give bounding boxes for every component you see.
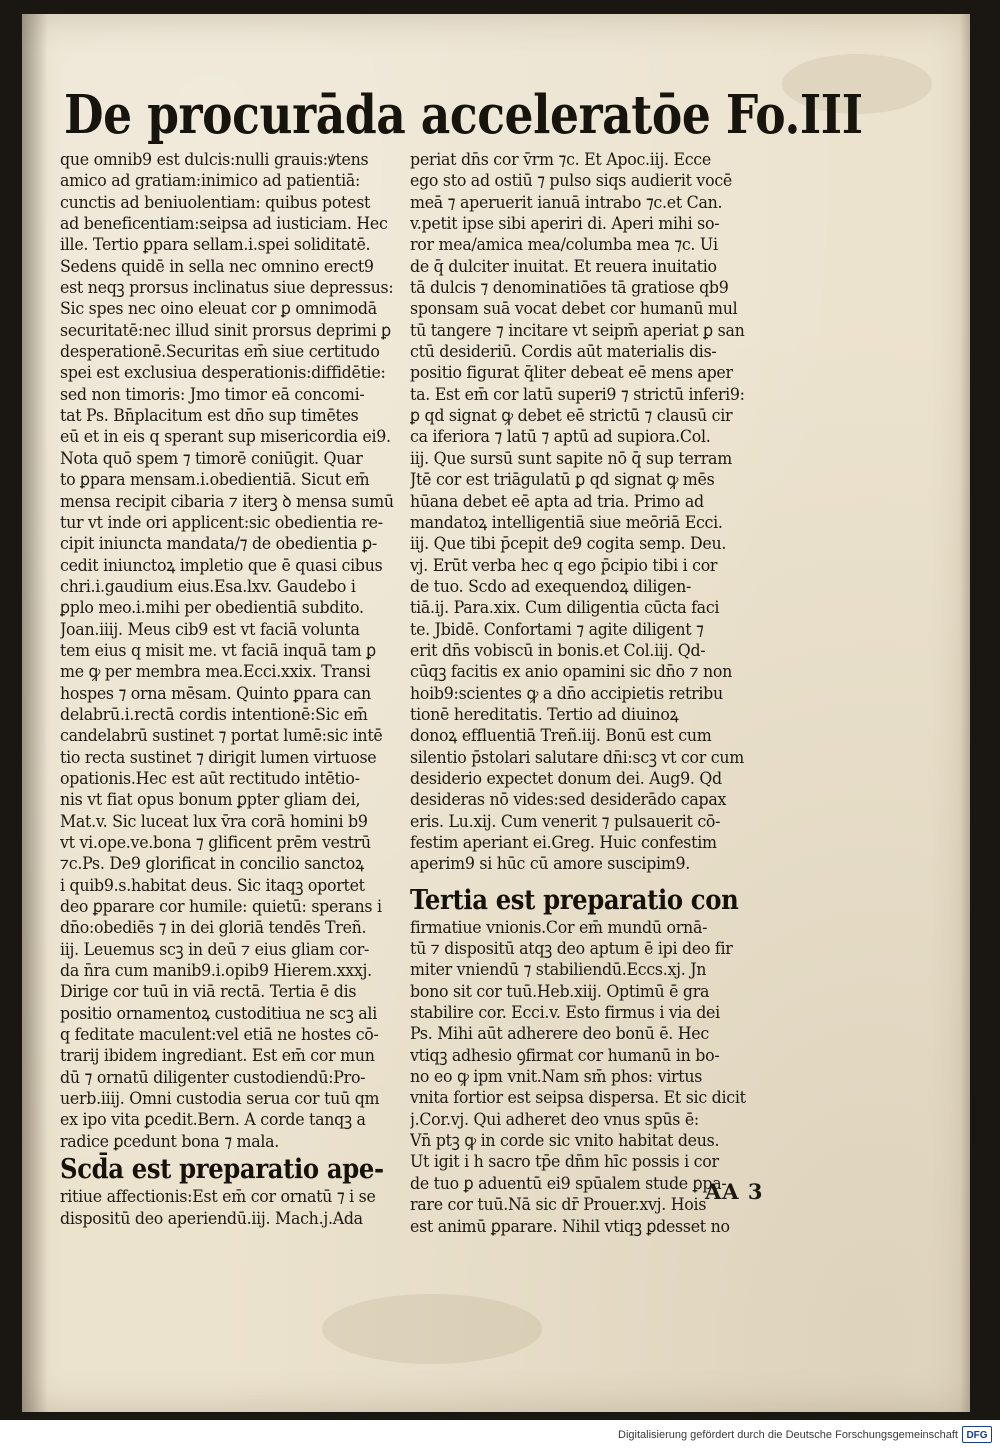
- text-line: aperim9 si hūc cū amore suscipim9.: [410, 854, 691, 875]
- text-line: de q̄ dulciter inuitat. Et reuera inuitatio: [410, 256, 717, 277]
- text-line: securitatē:nec illud sinit prorsus deprimi ꝑ: [60, 320, 391, 341]
- text-line: de tuo. Scd̄o ad exequendoꝝ diligen-: [410, 576, 692, 597]
- text-line: mensa recipit cibaria ⁊ iterꝫ ꝺ mensa sumū: [60, 491, 394, 512]
- text-line: iij. Que tibi p̄cepit de9 cogita semp. Deu.: [410, 534, 727, 555]
- text-line: bono sit cor tuū.Heb.xiij. Optimū ē gra: [410, 981, 710, 1002]
- text-line: ego sto ad ostiū ⁊ pulso siqs audierit vocē: [410, 171, 732, 192]
- text-line: tiā.ij. Para.xix. Cum diligentia cūcta faci: [410, 598, 720, 619]
- text-line: iij. Que sursū sunt sapite nō q̄ sup terram: [410, 448, 732, 469]
- text-line: ror mea/amica mea/columba mea ⁊c. Ui: [410, 235, 718, 256]
- text-line: to ꝑpara mensam.i.obedientiā. Sicut em̄: [60, 470, 370, 491]
- text-line: sed non timoris: Jmo timor eā concomi-: [60, 384, 365, 405]
- text-line: tio recta sustinet ⁊ dirigit lumen virtuose: [60, 747, 377, 768]
- page-edge: [960, 14, 970, 1412]
- text-line: uerb.iiij. Omni custodia serua cor tuū qm: [60, 1089, 380, 1110]
- text-line: te. Jbidē. Confortami ⁊ agite diligent̄ ⁊: [410, 619, 704, 640]
- digitization-credit: Digitalisierung gefördert durch die Deutsche Forschungsgemeinschaft: [618, 1429, 958, 1441]
- text-line: vnita fortior est seipsa dispersa. Et sic dicit: [410, 1088, 746, 1109]
- text-line: trarij ibidem ingrediant̄. Est em̄ cor mun: [60, 1046, 375, 1067]
- text-line: candelabrū sustinet ⁊ portat lumē:sic intē: [60, 726, 383, 747]
- dfg-logo: DFG: [962, 1426, 992, 1443]
- text-line: dn̄o:obediēs ⁊ in dei gloriā tendēs Treñ.: [60, 918, 367, 939]
- text-line: deo ꝑparare cor humile: quietū: sperans i: [60, 897, 382, 918]
- text-line: ꝑplo meo.i.mihi per obedientiā subdito.: [60, 598, 364, 619]
- text-line: stabilire cor. Ecci.v. Esto firmus i via dei: [410, 1003, 720, 1024]
- text-line: ex ipo vita ꝑcedit.Bern. A corde tanqꝫ a: [60, 1110, 366, 1131]
- text-line: Ut igit̄ i h̄ sacro tp̄e dn̄m hīc possis i cor: [410, 1152, 719, 1173]
- text-line: Vn̄ ptꝫ ꝙ in corde sic vnito habitat deus.: [410, 1131, 720, 1152]
- text-line: que omnib9 est dulcis:nulli grauis:ꝟtens: [60, 150, 369, 170]
- text-line: ca iferiora ⁊ latū ⁊ aptū ad supiora.Col.: [410, 427, 711, 448]
- text-line: j.Cor.vj. Qui adheret deo vnus spūs ē:: [410, 1109, 699, 1130]
- text-line: vtiqꝫ adhesio ꝯfirmat cor humanū in bo-: [410, 1045, 720, 1066]
- text-line: erit dn̄s vobiscū in bonis.et Col.iij. Qd̄-: [410, 640, 706, 661]
- text-line: periat dn̄s cor v̄rm ⁊c. Et Apoc.iij. Ecce: [410, 150, 711, 170]
- text-line: iij. Leuemus scꝫ in deū ⁊ eius gl̄iam cor-: [60, 939, 370, 960]
- text-line: ad beneficentiam:seipsa ad iusticiam. Hec: [60, 214, 388, 235]
- text-line: me ꝙ per membra mea.Ecci.xxix. Transi: [60, 662, 371, 683]
- text-line: cunctis ad beniuolentiam: quibus potest: [60, 192, 371, 213]
- text-line: dū ⁊ ornatū diligenter custodiendū:Pro-: [60, 1067, 366, 1088]
- text-line: no eo ꝙ ipm vnit.Nam sm̄ phos: virtus: [410, 1067, 703, 1088]
- text-line: cūqꝫ facitis ex anio opamini sic dn̄o ⁊ non: [410, 662, 733, 683]
- text-line: nis vt fiat opus bonum ꝑpter gl̄iam dei,: [60, 790, 361, 811]
- text-line: tat̄ Ps. Bn̄placitum est dn̄o sup timētes: [60, 406, 359, 427]
- text-line: spei est exclusiua desperationis:diffidētie:: [60, 363, 386, 384]
- running-head: De procurāda acceleratōe Fo.III: [64, 84, 863, 146]
- text-line: sponsam suā vocat debet cor humanū mul: [410, 299, 738, 320]
- text-line: Mat.v. Sic luceat lux v̄ra corā homini b9: [60, 811, 368, 832]
- text-line: positio ornamentoꝝ custoditiua ne scꝫ ali: [60, 1003, 377, 1024]
- text-line: i quib9.s.habitat deus. Sic itaqꝫ oportet: [60, 875, 365, 896]
- text-line: vj. Erūt verba hec q ego p̄cipio tibi i cor: [410, 555, 718, 576]
- text-line: de tuo ꝑ aduentū ei9 spūalem stude ꝑpa-: [410, 1173, 727, 1194]
- text-line: silentio p̄stolari salutare dn̄i:scꝫ vt cor cum: [410, 747, 744, 768]
- text-line: radice ꝑcedunt bona ⁊ mala.: [60, 1131, 280, 1152]
- text-line: miter vniendū ⁊ stabiliendū.Eccs.xj. Jn: [410, 960, 707, 981]
- text-line: Sic spes nec oino eleuat cor ꝑ omnimodā: [60, 299, 377, 320]
- text-line: festim aperiant ei.Greg. Huic confestim: [410, 833, 717, 853]
- text-line: Joan.iiij. Meus cib9 est vt faciā volunta: [60, 619, 360, 640]
- text-line: hospes ⁊ orna mēsam. Quinto ꝑpara can: [60, 683, 371, 704]
- right-column: [410, 150, 778, 1238]
- text-line: tur vt inde ori applicent̄:sic obedientia re-: [60, 512, 383, 533]
- text-line: tū tangere ⁊ incitare vt seipm̄ aperiat ꝑ san: [410, 320, 745, 341]
- text-line: Ps. Mihi aūt adherere deo bonū ē. Hec: [410, 1024, 709, 1045]
- text-line: dispositū deo aperiendū.iij. Mach.j.Ada: [60, 1208, 363, 1229]
- text-line: Sedens quidē in sella nec omnino erect9: [60, 256, 374, 277]
- text-line: ta. Est em̄ cor latū superi9 ⁊ strictū inferi9:: [410, 384, 745, 405]
- text-line: vt vi.ope.ve.bona ⁊ gl̄ificent prēm vestrū: [60, 833, 371, 853]
- paper-stain: [322, 1294, 542, 1364]
- signature-mark: AA 3: [705, 1179, 764, 1204]
- text-line: v.petit ipse sibi aperiri di. Aperi mihi so-: [410, 214, 720, 235]
- gutter-shadow: [22, 14, 48, 1412]
- text-line: est neqꝫ prorsus inclinatus siue depressus:: [60, 278, 394, 299]
- text-line: amico ad gratiam:inimico ad patientiā:: [60, 171, 361, 192]
- text-line: Dirige cor tuū in viā rectā. Tertia ē dis: [60, 982, 357, 1003]
- text-line: hoib9:scientes ꝙ a dn̄o accipietis retribu: [410, 683, 723, 704]
- text-line: positio figurat q̄liter debeat eē mens aper: [410, 363, 733, 384]
- text-line: cipit iniuncta mandata/⁊ de obedientia ꝑ-: [60, 534, 377, 555]
- text-line: cedit iniunctoꝝ impletio que ē quasi cibus: [60, 555, 383, 576]
- text-line: q feditate maculent̄:vel etiā ne hostes cō-: [60, 1025, 379, 1046]
- text-line: tem eius q misit me. vt faciā inquā tam ꝑ: [60, 640, 376, 661]
- text-line: chri.i.gaudium eius.Esa.lxv. Gaudebo i: [60, 576, 356, 597]
- text-line: opationis.Hec est aūt rectitudo intētio-: [60, 768, 360, 789]
- left-column: [60, 150, 420, 1230]
- spacer: [410, 876, 778, 884]
- text-line: desperationē.Securitas em̄ siue certitudo: [60, 342, 380, 363]
- text-line: est animū ꝑparare. Nihil vtiqꝫ ꝑdesset no: [410, 1216, 730, 1237]
- text-line: ⁊c.Ps. De9 glorificat̄ in concilio sanctoꝝ: [60, 854, 364, 875]
- text-line: meā ⁊ aperuerit ianuā intrabo ⁊c.et Can.: [410, 192, 723, 213]
- text-line: donoꝝ effluentiā Treñ.iij. Bonū est cum: [410, 726, 712, 747]
- text-line: rare cor tuū.Nā sic dr̄ Prouer.xvj. Hois: [410, 1195, 707, 1216]
- text-line: desideras nō vides:sed desiderādo capax: [410, 790, 727, 811]
- text-line: firmatiue vnionis.Cor em̄ mundū ornā-: [410, 917, 708, 938]
- text-line: ritiue affectionis:Est em̄ cor ornatū ⁊ i se: [60, 1187, 376, 1208]
- text-line: mandatoꝝ intelligentiā siue meōriā Ecci.: [410, 512, 723, 533]
- text-line: Nota quō spem ⁊ timorē coniūgit. Quar: [60, 448, 363, 469]
- text-line: Jtē cor est triāgulatū ꝑ qd̄ signat̄ ꝙ mēs: [410, 470, 715, 491]
- text-line: eū et in eis q sperant sup misericordia ei9.: [60, 427, 391, 448]
- text-line: ꝑ qd̄ signat̄ ꝙ debet eē strictū ⁊ clausū cir: [410, 406, 733, 427]
- text-line: ille. Tertio ꝑpara sellam.i.spei soliditatē.: [60, 235, 371, 256]
- text-line: hūana debet eē apta ad tria. Primo ad: [410, 491, 704, 512]
- section-heading: Tertia est preparatio con: [410, 884, 739, 916]
- text-line: tā dulcis ⁊ denominatiōes tā gratiose qb9: [410, 278, 729, 299]
- text-line: tū ⁊ dispositū atqꝫ deo aptum ē ipi deo fir: [410, 939, 733, 960]
- section-heading: Scd̄a est preparatio ape-: [60, 1154, 384, 1186]
- text-line: tionē hereditatis. Tertio ad diuinoꝝ: [410, 704, 679, 725]
- text-line: eris. Lu.xij. Cum venerit ⁊ pulsauerit cō-: [410, 811, 721, 832]
- text-line: ctū desideriū. Cordis aūt materialis dis-: [410, 342, 717, 363]
- text-line: da n̄ra cum manib9.i.opib9 Hierem.xxxj.: [60, 961, 372, 982]
- text-line: delabrū.i.rectā cordis intentionē:Sic em̄: [60, 704, 368, 725]
- text-line: desiderio expectet donum dei. Aug9. Qd̄: [410, 768, 722, 789]
